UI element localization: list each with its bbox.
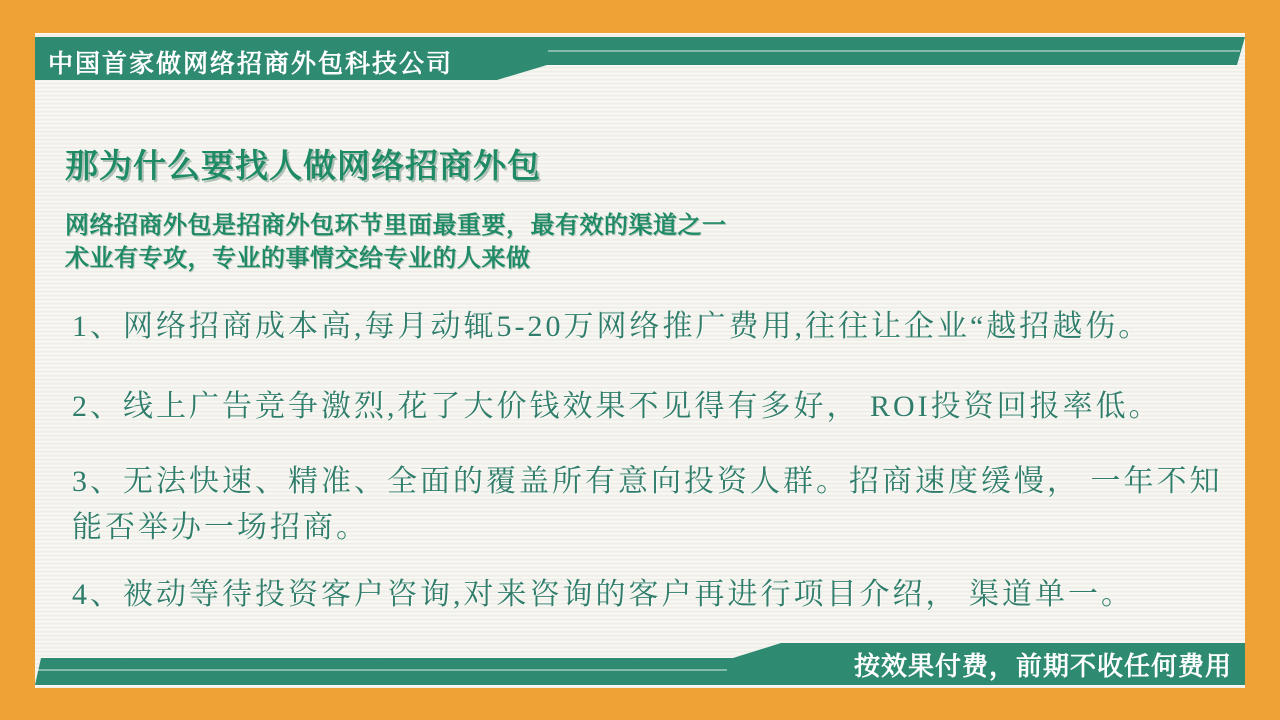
company-tagline: 中国首家做网络招商外包科技公司	[48, 50, 454, 78]
slide-title: 那为什么要找人做网络招商外包	[65, 147, 541, 184]
footer-slogan: 按效果付费，前期不收任何费用	[853, 651, 1232, 681]
subtitle-line-1: 网络招商外包是招商外包环节里面最重要，最有效的渠道之一	[65, 212, 727, 239]
point-item-3: 3、无法快速、精准、全面的覆盖所有意向投资人群。招商速度缓慢， 一年不知能否举办一场招商。	[72, 465, 1223, 544]
bottom-ribbon-highlight-line	[35, 669, 727, 671]
subtitle-line-2: 术业有专攻，专业的事情交给专业的人来做	[65, 245, 531, 272]
top-ribbon-highlight-line	[548, 50, 1240, 52]
slide-subtitle	[65, 209, 727, 275]
point-item-4: 4、被动等待投资客户咨询,对来咨询的客户再进行项目介绍， 渠道单一。	[72, 578, 1134, 611]
point-item-1: 1、网络招商成本高,每月动辄5-20万网络推广费用,往往让企业“越招越伤。	[72, 310, 1152, 343]
point-item-2: 2、线上广告竞争激烈,花了大价钱效果不见得有多好， ROI投资回报率低。	[72, 390, 1162, 423]
